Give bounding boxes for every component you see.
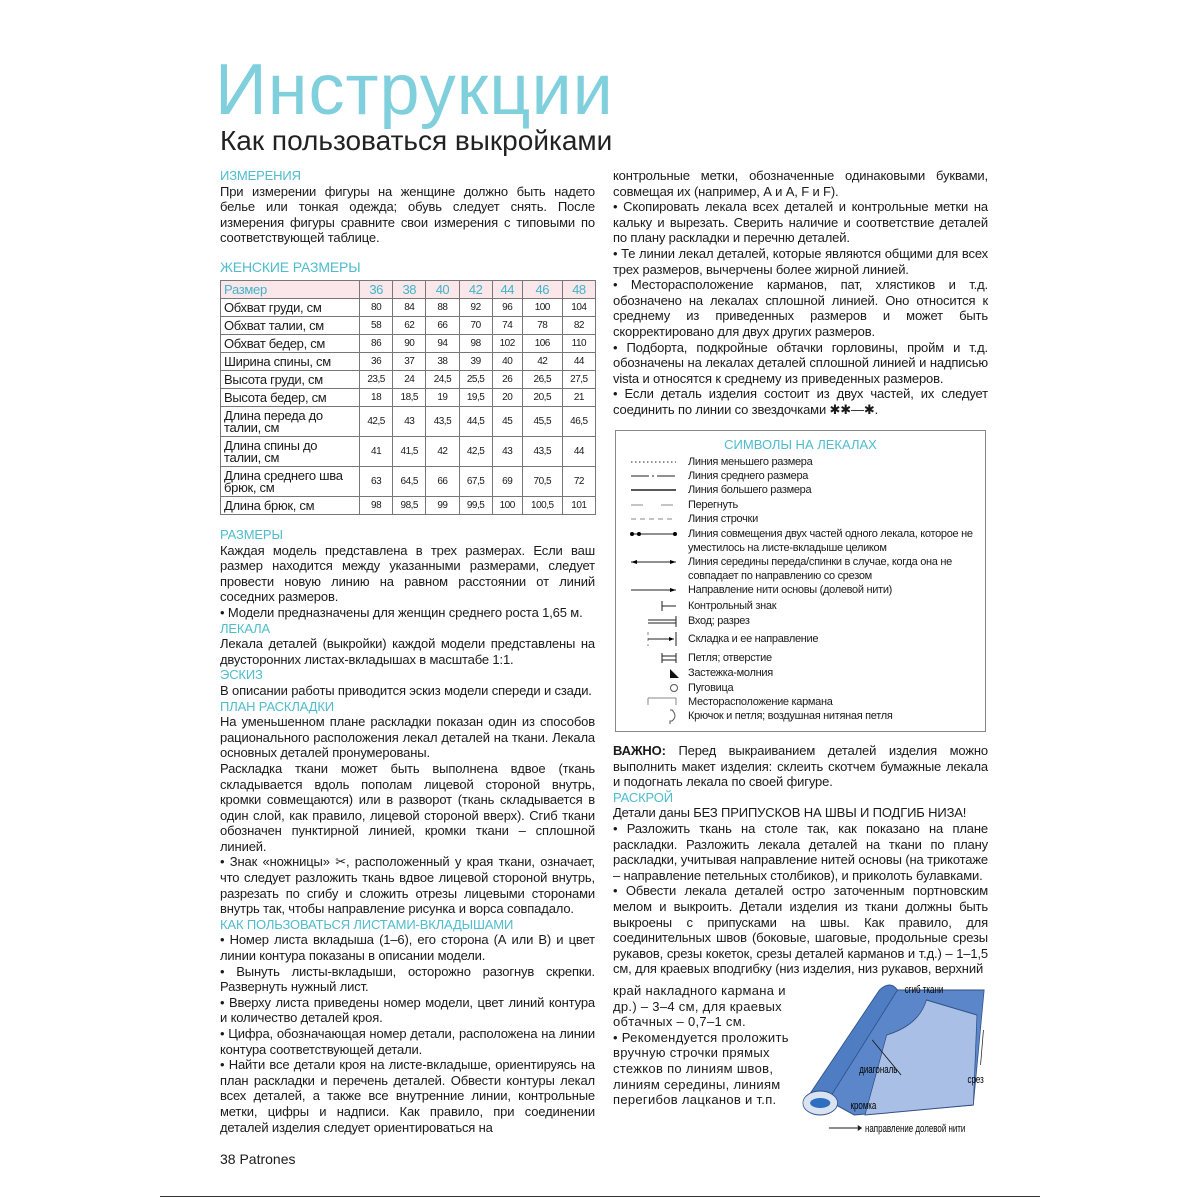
table-cell: 38 [426,353,459,371]
table-row [221,497,596,515]
symbol-label: Линия среднего размера [688,470,809,482]
table-cell: 70 [459,317,492,335]
table-cell: 26 [492,371,522,389]
table-cell: 19 [426,389,459,407]
cut-arrow [981,1030,984,1065]
section-heading: ЛЕКАЛА [220,620,271,636]
symbols-legend-box [615,430,986,732]
table-cell: 104 [562,299,595,317]
table-row [221,467,596,497]
table-cell: 41,5 [393,437,426,467]
table-cell: 41 [360,437,393,467]
diagonal-label: диагональ [859,1063,898,1077]
table-cell: 36 [360,353,393,371]
size-table [220,280,596,515]
row-label: Обхват талии, см [221,317,360,335]
symbol-label: Складка и ее направление [688,633,819,645]
table-cell: 69 [492,467,522,497]
section-paragraph: • Знак «ножницы» ✂, расположенный у края ткани, означает, что следует разложить ткань вдвое лицевой стороной внутрь, разрезать по сгибу и сложить отрезы лицевыми сторонами внутрь так, чтобы направление рисунка и ворса совпадало. [220,854,595,917]
table-cell: 21 [562,389,595,407]
symbol-label: Перегнуть [688,499,738,511]
table-cell: 100,5 [522,497,562,515]
section-heading: РАЗМЕРЫ [220,527,283,542]
section-paragraph: В описании работы приводится эскиз модели спереди и сзади. [220,682,592,698]
important-label: ВАЖНО: [613,743,666,758]
right-paragraph: контрольные метки, обозначенные одинаковыми буквами, совмещая их (например, А и А, F и F). [613,168,988,199]
table-cell: 18,5 [393,389,426,407]
table-cell: 92 [459,299,492,317]
table-cell: 44 [562,437,595,467]
symbol-label: Линия большего размера [688,484,812,496]
section-paragraph: • Найти все детали кроя на листе-вкладыше, ориентируясь на план раскладки и перечень деталей. Обвести контуры лекал всех деталей, а также все внутренние линии, контрольные метки, цифры и надписи. Как правило, при соединении деталей изделия следует ориентироваться на [220,1057,595,1135]
table-row [221,437,596,467]
cutting-heading: РАСКРОЙ [613,789,673,805]
right-paragraph: • Те линии лекал деталей, которые являются общими для всех трех размеров, вычерчены более жирной линией. [613,245,988,277]
table-cell: 100 [492,497,522,515]
table-cell: 101 [562,497,595,515]
table-cell: 43,5 [522,437,562,467]
symbol-label: Вход; разрез [688,615,750,627]
fabric-roll-illustration [800,975,995,1140]
measurements-text: При измерении фигуры на женщине должно быть надето белье или тонкая одежда; обувь следует снять. После измерения фигуры сравните свои измерения с типовыми по соответствующей таблице. [220,183,595,246]
right-paragraph: • Если деталь изделия состоит из двух частей, их следует соединить по линии со звездочками ✱✱—✱. [613,386,988,417]
cutting-paragraph: • Обвести лекала деталей остро заточенным портновским мелом и выкроить. Детали изделия из ткани должны быть выкроены с припусками на швы. Как правило, для соединительных швов (боковые, шаговые, продольные срезы рукавов, срезы кокеток, срезы деталей карманов и т.д.) – 1–1,5 см, для краевых вподгибку (низ изделия, низ рукавов, верхний [613,883,988,977]
table-cell: 102 [492,335,522,353]
table-cell: 24 [393,371,426,389]
table-row [221,389,596,407]
table-cell: 46,5 [562,407,595,437]
cut-label: срез [967,1073,984,1087]
table-cell: 66 [426,467,459,497]
table-cell: 20,5 [522,389,562,407]
table-cell: 44 [562,353,595,371]
table-cell: 80 [360,299,393,317]
symbols-heading: СИМВОЛЫ НА ЛЕКАЛАХ [724,437,877,452]
table-cell: 88 [426,299,459,317]
size-column-header: 38 [393,281,426,299]
table-cell: 106 [522,335,562,353]
table-cell: 84 [393,299,426,317]
table-cell: 42,5 [459,437,492,467]
table-cell: 63 [360,467,393,497]
important-text: Перед выкраиванием деталей изделия можно выполнить макет изделия: склеить скотчем бумажные лекала и подогнать лекала по своей фигуре. [613,743,988,790]
symbol-label: Линия строчки [688,513,758,525]
table-cell: 99 [426,497,459,515]
cutting-section [613,743,988,977]
row-label: Обхват бедер, см [221,335,360,353]
section-paragraph: Раскладка ткани может быть выполнена вдвое (ткань складывается вдоль пополам лицевой стороной внутрь, кромки совмещаются) или в разворот (ткань складывается в один слой, как правило, лицевой стороной вверх). Сгиб ткани обозначен пунктирной линией, кромки ткани – сплошной линией. [220,760,595,854]
table-cell: 26,5 [522,371,562,389]
table-cell: 20 [492,389,522,407]
table-cell: 45,5 [522,407,562,437]
section-paragraph: • Вверху листа приведены номер модели, цвет линий контура и количество деталей кроя. [220,994,595,1026]
table-header-row [221,281,596,299]
table-cell: 43,5 [426,407,459,437]
table-cell: 100 [522,299,562,317]
section-heading: ЭСКИЗ [220,667,263,683]
table-cell: 39 [459,353,492,371]
table-cell: 58 [360,317,393,335]
table-cell: 78 [522,317,562,335]
size-header-label: Размер [221,281,360,299]
row-label: Высота груди, см [221,371,360,389]
table-row [221,299,596,317]
bottom-rule [160,1196,1040,1197]
table-cell: 18 [360,389,393,407]
measurements-heading: ИЗМЕРЕНИЯ [220,168,301,183]
size-column-header: 46 [522,281,562,299]
table-cell: 90 [393,335,426,353]
table-cell: 42 [426,437,459,467]
symbol-label: Линия совмещения двух частей одного лекала, которое не уместилось на листе-вкладыше целиком [688,528,973,554]
row-label: Высота бедер, см [221,389,360,407]
table-cell: 74 [492,317,522,335]
table-cell: 66 [426,317,459,335]
symbol-label: Месторасположение кармана [688,696,833,708]
page-title: Инструкции [215,50,614,130]
table-cell: 99,5 [459,497,492,515]
table-cell: 72 [562,467,595,497]
grain-arrowhead [858,1125,862,1131]
table-cell: 44,5 [459,407,492,437]
table-cell: 25,5 [459,371,492,389]
table-row [221,353,596,371]
row-label: Длина спины до талии, см [221,437,360,467]
measurements-section [220,168,595,276]
symbol-label: Пуговица [688,682,734,694]
fold-label: сгиб ткани [904,983,944,997]
table-cell: 43 [492,437,522,467]
right-paragraph: • Скопировать лекала всех деталей и контрольные метки на кальку и вырезать. Сверить наличие и соответствие деталей по плану раскладки и перечню деталей. [613,199,988,246]
section-heading: КАК ПОЛЬЗОВАТЬСЯ ЛИСТАМИ-ВКЛАДЫШАМИ [220,916,514,932]
table-cell: 37 [393,353,426,371]
table-cell: 82 [562,317,595,335]
cutting-narrow [613,983,793,1108]
section-paragraph: На уменьшенном плане раскладки показан один из способов рационального расположения лекал деталей на ткани. Лекала основных деталей пронумерованы. [220,714,595,761]
table-cell: 94 [426,335,459,353]
size-column-header: 44 [492,281,522,299]
left-column-sections [220,527,595,1135]
size-column-header: 40 [426,281,459,299]
size-table-heading: ЖЕНСКИЕ РАЗМЕРЫ [220,258,361,275]
table-cell: 43 [393,407,426,437]
cutting-paragraph: Детали даны БЕЗ ПРИПУСКОВ НА ШВЫ И ПОДГИБ НИЗА! [613,805,967,821]
table-row [221,335,596,353]
section-paragraph: • Вынуть листы-вкладыши, осторожно разогнув скрепки. Развернуть нужный лист. [220,963,595,995]
cutting-paragraph: край накладного кармана и др.) – 3–4 см, для краевых обтачных – 0,7–1 см. [613,983,786,1030]
table-cell: 19,5 [459,389,492,407]
symbol-label: Линия меньшего размера [688,456,813,468]
symbol-label: Контрольный знак [688,600,777,612]
roll-core [810,1098,830,1108]
symbol-label: Крючок и петля; воздушная нитяная петля [688,710,893,722]
table-cell: 96 [492,299,522,317]
magazine-name: Patrones [239,1151,296,1167]
symbol-label: Направление нити основы (долевой нити) [688,584,893,596]
table-cell: 23,5 [360,371,393,389]
right-paragraph: • Месторасположение карманов, пат, хлястиков и т.д. обозначено на лекалах сплошной линией. Оно относится к среднему из приведенных размеров и может быть скорректировано для двух других размеров. [613,277,988,339]
table-row [221,407,596,437]
symbol-label: Линия середины переда/спинки в случае, когда она не совпадает по направлению со срезом [688,556,952,582]
table-cell: 98 [459,335,492,353]
table-cell: 27,5 [562,371,595,389]
symbol-label: Петля; отверстие [688,652,772,664]
section-paragraph: • Номер листа вкладыша (1–6), его сторона (А или В) и цвет линии контура показаны в описании модели. [220,932,595,964]
table-cell: 42 [522,353,562,371]
table-cell: 110 [562,335,595,353]
size-column-header: 42 [459,281,492,299]
right-paragraph: • Подборта, подкройные обтачки горловины, пройм и т.д. обозначены на лекалах деталей сплошной линией и надписью vista и относятся к среднему из приведенных размеров. [613,339,988,386]
row-label: Ширина спины, см [221,353,360,371]
table-cell: 98 [360,497,393,515]
table-cell: 62 [393,317,426,335]
table-row [221,317,596,335]
row-label: Длина переда до талии, см [221,407,360,437]
section-paragraph: • Модели предназначены для женщин среднего роста 1,65 м. [220,604,583,620]
page-number: 38 [220,1151,236,1167]
row-label: Длина брюк, см [221,497,360,515]
table-cell: 64,5 [393,467,426,497]
section-paragraph: Лекала деталей (выкройки) каждой модели представлены на двусторонних листах-вкладышах в масштабе 1:1. [220,636,595,667]
table-cell: 98,5 [393,497,426,515]
cutting-paragraph: • Рекомендуется проложить вручную строчки прямых стежков по линиям швов, линиям середины, линиям перегибов лацканов и т.п. [613,1029,789,1108]
section-paragraph: Каждая модель представлена в трех размерах. Если ваш размер находится между указанными размерами, следует провести новую линию на равном расстоянии от линий соседних размеров. [220,542,595,605]
symbol-label: Застежка-молния [688,667,773,679]
table-cell: 67,5 [459,467,492,497]
table-cell: 40 [492,353,522,371]
table-cell: 86 [360,335,393,353]
row-label: Длина среднего шва брюк, см [221,467,360,497]
page-footer [220,1151,296,1167]
grain-label: направление долевой нити [865,1122,966,1136]
size-column-header: 48 [562,281,595,299]
table-cell: 45 [492,407,522,437]
edge-label: кромка [850,1099,877,1113]
section-paragraph: • Цифра, обозначающая номер детали, расположена на линии контура соответствующей детали. [220,1026,595,1057]
right-column-top [613,168,988,418]
table-cell: 24,5 [426,371,459,389]
cutting-paragraph: • Разложить ткань на столе так, как показано на плане раскладки. Разложить лекала деталей на ткани по плану раскладки, учитывая направление нитей основы (на трикотаже – направление петельных столбиков), и приколоть булавками. [613,820,988,883]
table-cell: 42,5 [360,407,393,437]
section-heading: ПЛАН РАСКЛАДКИ [220,698,334,714]
row-label: Обхват груди, см [221,299,360,317]
page-subtitle: Как пользоваться выкройками [220,125,613,156]
table-cell: 70,5 [522,467,562,497]
table-row [221,371,596,389]
size-column-header: 36 [360,281,393,299]
important-note [613,743,988,790]
